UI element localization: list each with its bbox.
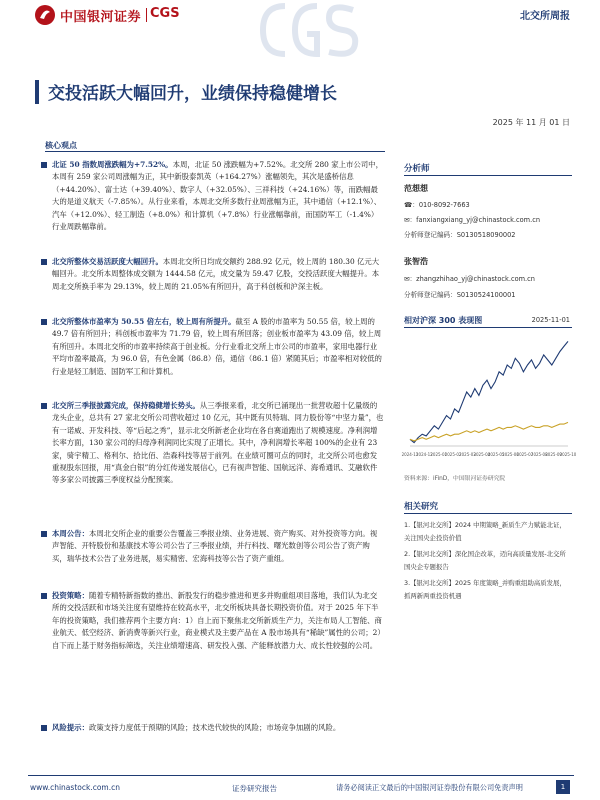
watermark-graphic — [255, 0, 365, 62]
bullet-marker — [41, 259, 47, 265]
paragraph-lead: 北交所整体市盈率为 50.55 倍左右，较上周有所提升。 — [52, 317, 236, 326]
chart-source: 资料来源：iFinD，中国银河证券研究院 — [404, 476, 506, 482]
related-research-link[interactable]: 1.【银河北交所】2024 中期策略_新质生产力赋能北证，关注国央企投资价值 — [404, 521, 566, 542]
related-research-heading: 相关研究 — [404, 502, 439, 512]
paragraph-text: 本周北交所日均成交额约 288.92 亿元，较上周的 180.30 亿元大幅回升。北交所本周整体成交额为 1444.58 亿元，成交量为 59.47 亿股，交投活跃度大幅提升。本周北交所换手率为 29.13%，较上周的 21.05%有所回升，高于科创板和沪深主板。 — [52, 257, 380, 291]
bullet-marker — [41, 725, 47, 731]
chart-series-line-0 — [410, 341, 568, 442]
analyst-heading: 分析师 — [404, 164, 430, 174]
footer-website[interactable]: www.chinastock.com.cn — [30, 783, 120, 792]
paragraph-q3-reports — [52, 400, 384, 487]
paragraph-strategy — [52, 590, 384, 652]
chart-x-tick-label: 2025-03 — [459, 452, 476, 457]
paragraph-text: 随着专精特新指数的推出、新股发行的稳步推进和更多并购重组项目落地，我们认为北交所的交投活跃和市场关注度有望维持在较高水平，北交所板块具备长期投资价值。对于 2025 年下半年的投资策略，我们推荐两个主要方向：1）自上而下聚焦北交所新质生产力，关注布局人工智能、商业航天、低空经济、新消费等新兴行业，商业模式及主要产品在 A 股市场具有“稀缺”属性的公司；2）自下而上基于财务指标筛选，关注业绩增速高、研发投入强、产能释放潜力大、成长性较强的公司。 — [52, 591, 382, 650]
analyst-registration: 分析师登记编码：S0130524100001 — [404, 291, 516, 299]
related-research-link[interactable]: 3.【银河北交所】2025 年度策略_并购重组助高质发展，抓两新两重投资机遇 — [404, 579, 566, 600]
brand-name: 中国银河证券 — [60, 10, 142, 25]
chart-x-tick-label: 2025-06 — [502, 452, 519, 457]
chart-title: 相对沪深 300 表现图 — [404, 316, 483, 325]
paragraph-lead: 本周公告： — [52, 529, 89, 538]
brand-logo-icon — [34, 4, 56, 26]
paragraph-lead: 投资策略： — [52, 591, 89, 600]
paragraph-trading-activity — [52, 256, 384, 293]
chart-x-tick-label: 2025-07 — [516, 452, 534, 457]
analyst-name: 张智浩 — [404, 257, 428, 266]
chart-series-line-1 — [410, 422, 568, 441]
analyst-registration: 分析师登记编码：S0130518090002 — [404, 231, 516, 239]
analyst-name: 范想想 — [404, 184, 428, 193]
analyst-phone: ☎：010-8092-7663 — [404, 201, 470, 209]
paragraph-risk — [52, 722, 384, 734]
bullet-marker — [41, 162, 47, 168]
chart-x-tick-label: 2025-08 — [530, 452, 548, 457]
chart-x-tick-label: 2025-01 — [430, 452, 448, 457]
paragraph-lead: 北交所三季报披露完成，保持稳健增长势头。 — [52, 401, 200, 410]
report-date: 2025 年 11 月 01 日 — [492, 118, 570, 127]
paragraph-valuation — [52, 316, 384, 378]
footer-disclaimer: 请务必阅读正文最后的中国银河证券股份有限公司免责声明 — [336, 783, 523, 792]
title-accent-bar — [35, 80, 39, 104]
page-number: 1 — [556, 780, 570, 794]
paragraph-text: 从三季报来看，北交所已涌现出一批营收超十亿量级的龙头企业，总共有 27 家北交所公司营收超过 10 亿元，其中既有贝特瑞、同力股份等“中坚力量”，也有一诺威、开发科技、等“后起之秀”，显示北交所新老企业均在各自赛道跑出了规模速度。净利润增长率方面，130 家公司的归母净利润同比实现了正增长。其中，净利润增长率超 100%的企业有 23 家，骑宇精工、格利尔、拾比佰、浩森科技等居于前列。在业绩可圈可点的同时，北交所公司也愈发重视股东回报，用“真金白银”的分红传递发展信心，已有视声智能、国航远洋、海希通讯、艾融软件等多家公司披露三季度权益分配预案。 — [52, 401, 384, 485]
relative-performance-chart — [401, 332, 577, 468]
paragraph-index-performance — [52, 159, 384, 233]
chart-x-tick-label: 2025-10 — [559, 452, 577, 457]
bullet-marker — [41, 319, 47, 325]
brand-divider — [146, 8, 147, 22]
chart-x-tick-label: 2025-05 — [487, 452, 505, 457]
chart-x-tick-label: 2025-04 — [473, 452, 491, 457]
bullet-marker — [41, 593, 47, 599]
related-research-link[interactable]: 2.【银河北交所】深化国企改革，迈向高质量发展-北交所国央企专题报告 — [404, 550, 566, 571]
paragraph-lead: 北交所整体交易活跃度大幅回升。 — [52, 257, 163, 266]
chart-x-tick-label: 2025-02 — [444, 452, 462, 457]
chart-x-tick-label: 2024-11 — [401, 452, 419, 457]
footer-divider — [28, 775, 574, 776]
footer-report-type: 证券研究报告 — [232, 784, 277, 793]
paragraph-announcements — [52, 528, 384, 565]
chart-x-tick-label: 2025-09 — [545, 452, 562, 457]
core-views-divider — [45, 151, 385, 152]
report-title: 交投活跃大幅回升，业绩保持稳健增长 — [48, 84, 337, 104]
email-icon: ✉： — [404, 216, 417, 224]
paragraph-text: 截至 A 股的市盈率为 50.55 倍，较上周的 49.7 倍有所回升；科创板市盈率为 71.79 倍，较上周有所回落；创业板市盈率为 43.09 倍，较上周有所回升。本周北交所的市盈率持续高于创业板。分行业看北交所上市公司的市盈率，家用电器行业平均市盈率最高，为 96.0 倍，有色金属（86.8）倍，通信（86.1 倍）紧随其后；市盈率相对较低的行业是轻工制造、国防军工和计算机。 — [52, 317, 382, 376]
core-views-label: 核心观点 — [45, 141, 77, 150]
chart-x-tick-label: 2024-12 — [416, 452, 433, 457]
chart-divider — [404, 327, 572, 328]
paragraph-text: 本周，北证 50 涨跌幅为+7.52%。北交所 280 家上市公司中，本周有 259 家公司周涨幅为正，其中新股泰凯英（+164.27%）涨幅领先，其次是盛桥信息（+44.20%）、富士达（+39.40%）、数字人（+32.05%）、三祥科技（+24.16%）等，而跌幅最大的是道义航天（-7.85%）。从行业来看，本周北交所多数行业周涨幅为正，其中通信（+12.1%）、汽车（+12.0%）、轻工制造（+8.0%）和计算机（+7.8%）行业涨幅靠前，而国防军工（-1.4%）行业周跌幅靠前。 — [52, 160, 383, 232]
brand-abbr: CGS — [150, 6, 180, 21]
related-divider — [404, 513, 572, 514]
chart-date: 2025-11-01 — [531, 316, 570, 324]
analyst-email[interactable]: ✉：zhangzhihao_yj@chinastock.com.cn — [404, 275, 535, 283]
paragraph-text: 本周北交所企业的重要公告覆盖三季报业绩、业务进展、资产购买、对外投资等方向。视声智能、开特股份和基康技术等公司公告了三季报业绩，并行科技、曙光数创等公司公告了资产购买，瑞华技术公告了业务进展，易实精密、宏海科技等公告了资产重组。 — [52, 529, 378, 563]
paragraph-text: 政策支持力度低于预期的风险；技术迭代较快的风险；市场竞争加剧的风险。 — [88, 723, 341, 732]
email-icon: ✉： — [404, 275, 417, 283]
analyst-divider — [404, 175, 572, 176]
bullet-marker — [41, 403, 47, 409]
bullet-marker — [41, 531, 47, 537]
analyst-email[interactable]: ✉：fanxiangxiang_yj@chinastock.com.cn — [404, 216, 541, 224]
paragraph-lead: 北证 50 指数周涨跌幅为+7.52%。 — [52, 160, 173, 169]
doc-type: 北交所周报 — [520, 11, 570, 22]
paragraph-lead: 风险提示： — [52, 723, 89, 732]
phone-icon: ☎： — [404, 201, 419, 209]
